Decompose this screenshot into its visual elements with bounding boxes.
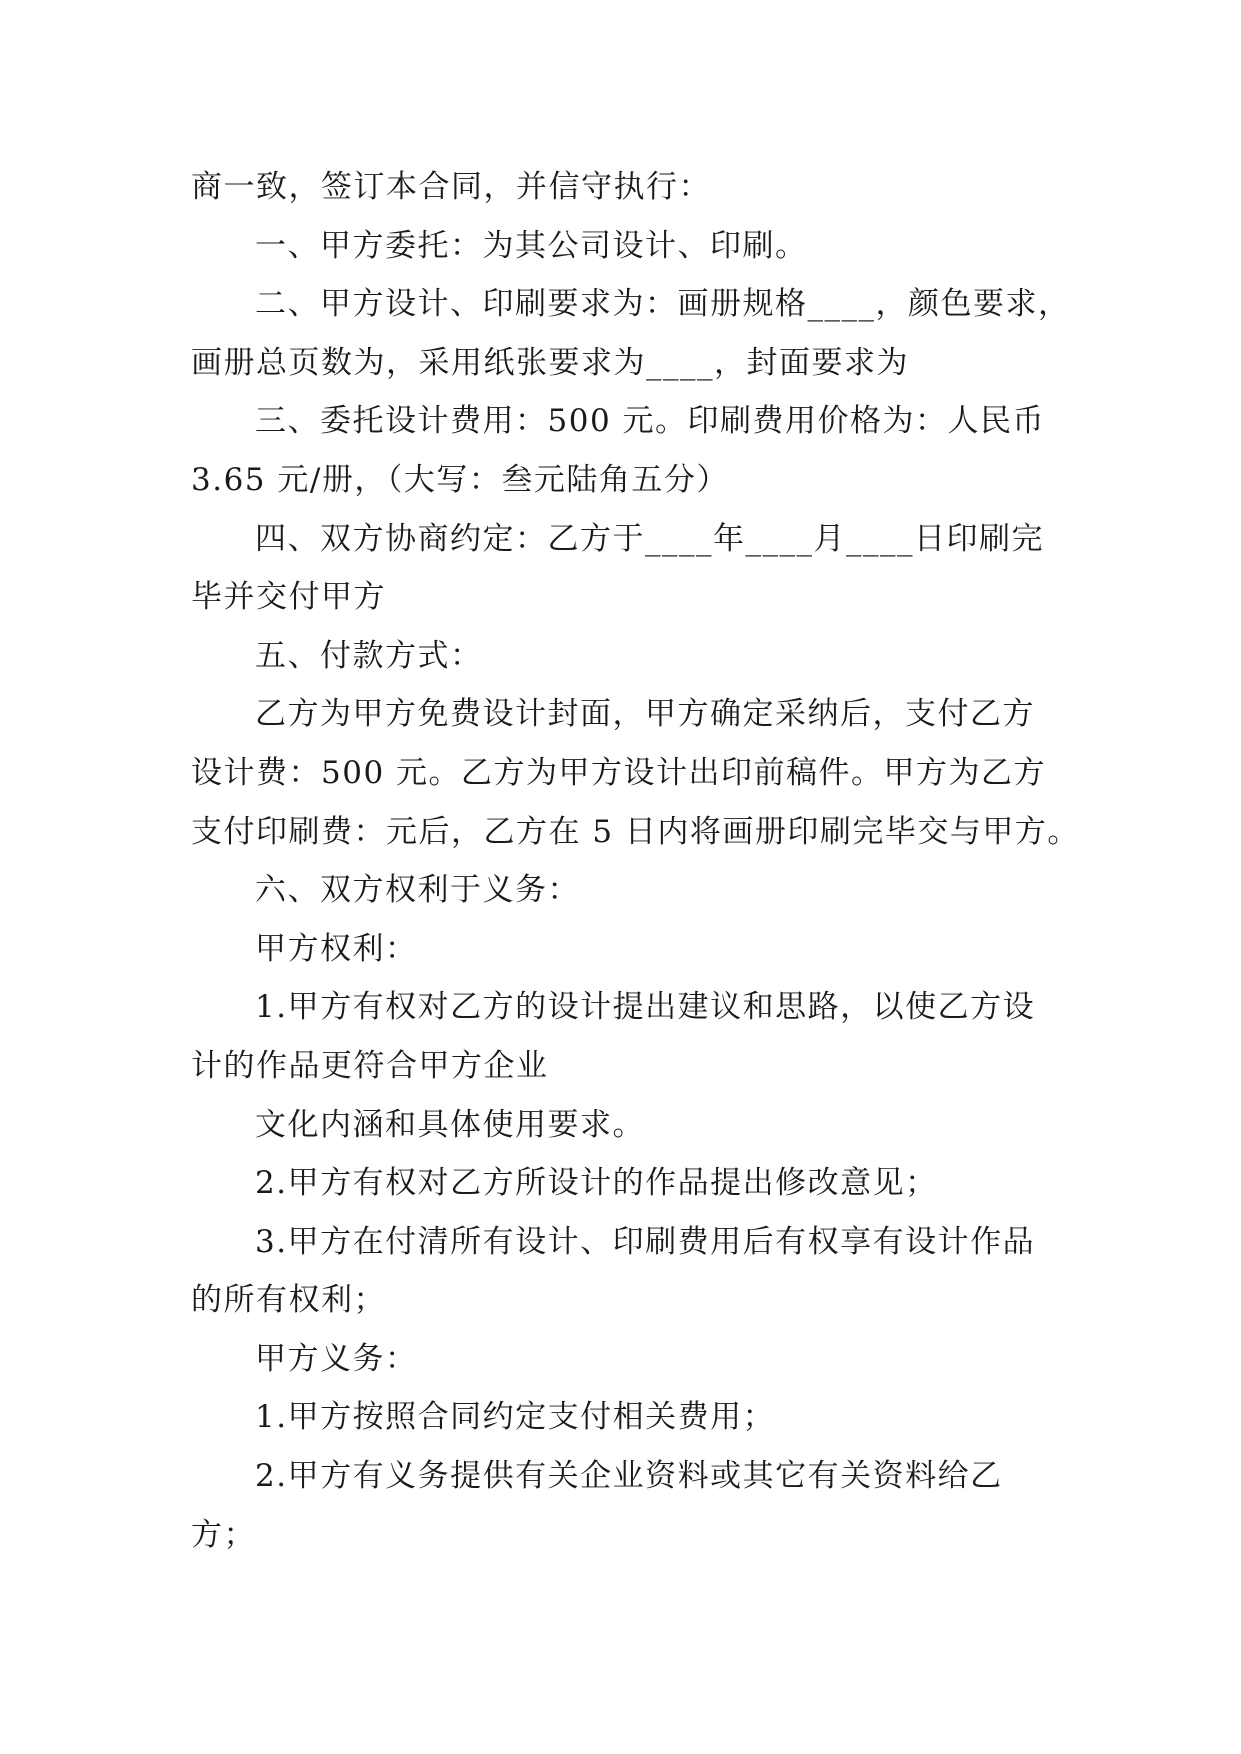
text-line: 2.甲方有权对乙方所设计的作品提出修改意见； xyxy=(255,1165,938,1202)
text-line: 甲方权利： xyxy=(255,930,418,967)
text-line: 的所有权利； xyxy=(191,1282,386,1319)
text-line: 3.甲方在付清所有设计、印刷费用后有权享有设计作品 xyxy=(255,1223,1036,1260)
text-line: 六、双方权利于义务： xyxy=(255,872,580,909)
text-line: 二、甲方设计、印刷要求为：画册规格____，颜色要求， xyxy=(255,286,1071,323)
text-line: 2.甲方有义务提供有关企业资料或其它有关资料给乙 xyxy=(255,1458,1003,1495)
text-line: 1.甲方按照合同约定支付相关费用； xyxy=(255,1399,776,1436)
text-line: 乙方为甲方免费设计封面，甲方确定采纳后，支付乙方 xyxy=(255,696,1035,733)
text-line: 计的作品更符合甲方企业 xyxy=(191,1047,549,1084)
text-line: 四、双方协商约定：乙方于____年____月____日印刷完 xyxy=(255,520,1044,557)
text-line: 三、委托设计费用：500 元。印刷费用价格为：人民币 xyxy=(255,403,1046,440)
text-line: 毕并交付甲方 xyxy=(191,579,386,616)
text-line: 设计费：500 元。乙方为甲方设计出印前稿件。甲方为乙方 xyxy=(191,754,1047,791)
text-line: 文化内涵和具体使用要求。 xyxy=(255,1106,645,1143)
document-body xyxy=(191,158,1091,1564)
text-line: 画册总页数为，采用纸张要求为____，封面要求为 xyxy=(191,344,909,381)
text-line: 甲方义务： xyxy=(255,1340,418,1377)
text-line: 五、付款方式： xyxy=(255,637,483,674)
text-line: 支付印刷费：元后，乙方在 5 日内将画册印刷完毕交与甲方。 xyxy=(191,813,1080,850)
text-line: 方； xyxy=(191,1516,256,1553)
text-line: 3.65 元/册，（大写：叁元陆角五分） xyxy=(191,461,729,498)
text-line: 商一致，签订本合同，并信守执行： xyxy=(191,169,711,205)
text-line: 一、甲方委托：为其公司设计、印刷。 xyxy=(255,227,808,264)
text-line: 1.甲方有权对乙方的设计提出建议和思路，以使乙方设 xyxy=(255,989,1036,1026)
